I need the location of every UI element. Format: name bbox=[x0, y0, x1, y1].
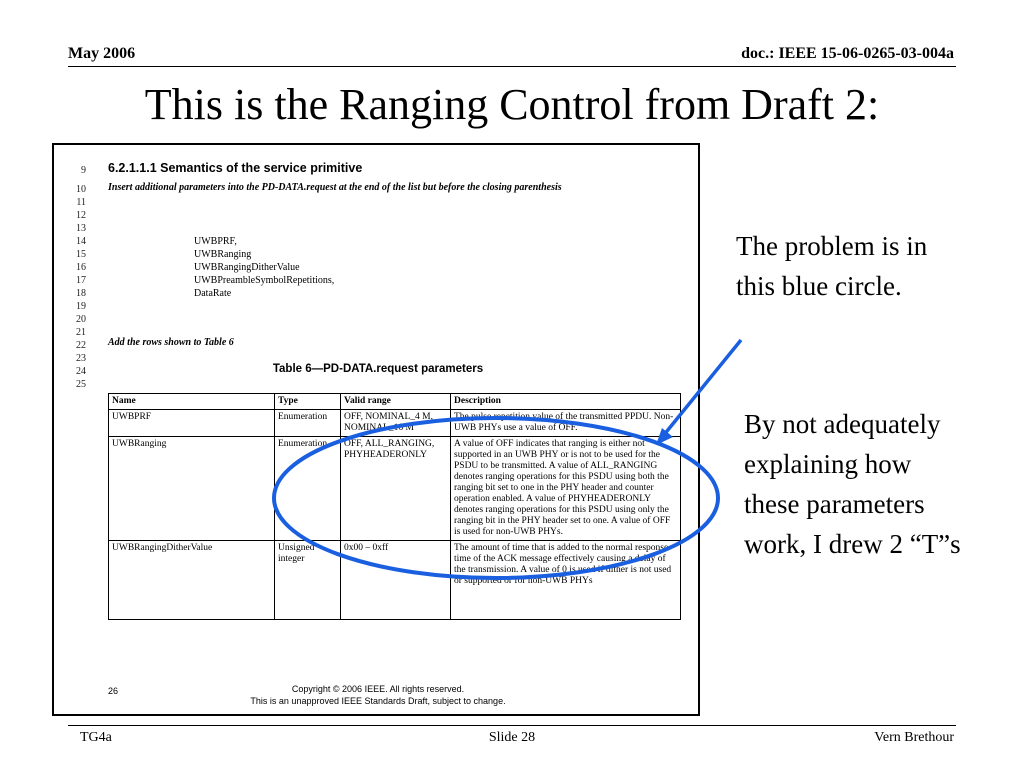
pointer-arrowhead bbox=[656, 428, 673, 445]
line-number: 25 bbox=[76, 379, 86, 390]
table-title: Table 6—PD-DATA.request parameters bbox=[272, 363, 484, 375]
line-number: 21 bbox=[76, 327, 86, 338]
line-number: 16 bbox=[76, 262, 86, 273]
add-rows-instruction: Add the rows shown to Table 6 bbox=[108, 337, 234, 348]
explanation-note: By not adequately explaining how these parameters work, I drew 2 “T”s bbox=[744, 409, 961, 559]
column-header: Description bbox=[451, 394, 681, 410]
header-date: May 2006 bbox=[68, 45, 136, 62]
pointer-arrow-line bbox=[663, 340, 741, 436]
table-cell: UWBRangingDitherValue bbox=[109, 541, 275, 620]
parameter-item: UWBRanging bbox=[194, 249, 252, 260]
header-doc-id: doc.: IEEE 15-06-0265-03-004a bbox=[741, 45, 954, 62]
table-cell: Enumeration bbox=[275, 410, 341, 437]
footer-group: TG4a bbox=[80, 730, 112, 745]
table-cell: A value of OFF indicates that ranging is either not supported in an UWB PHY or is not to be used for the PSDU to be transmitted. A value of ALL_RANGING denotes ranging operations for this PSDU using both the ranging bit set to one in the PHY header and counter operation enabled. A value of PHYHEADERONLY denotes ranging operations for this PSDU using only the ranging bit in the PHY header set to one. A value of OFF is used for non-UWB PHYs. bbox=[451, 437, 681, 541]
line-number: 9 bbox=[81, 165, 86, 176]
table-cell: UWBRanging bbox=[109, 437, 275, 541]
table-cell: OFF, ALL_RANGING, PHYHEADERONLY bbox=[341, 437, 451, 541]
table-cell: 0x00 – 0xff bbox=[341, 541, 451, 620]
line-number: 11 bbox=[76, 197, 86, 208]
slide-title: This is the Ranging Control from Draft 2: bbox=[144, 80, 880, 129]
section-heading: 6.2.1.1.1 Semantics of the service primitive bbox=[108, 161, 363, 175]
line-number: 17 bbox=[76, 275, 86, 286]
parameter-item: UWBPRF, bbox=[194, 236, 237, 247]
line-number: 10 bbox=[76, 184, 86, 195]
column-header: Name bbox=[109, 394, 275, 410]
line-number: 12 bbox=[76, 210, 86, 221]
blue-circle-annotation bbox=[274, 418, 718, 578]
line-number: 19 bbox=[76, 301, 86, 312]
table-cell: The amount of time that is added to the normal response time of the ACK message effectively causing a delay of the transmission. A value of 0 is used if dither is not used or supported or for non-UWB PHYs bbox=[451, 541, 681, 620]
line-number: 15 bbox=[76, 249, 86, 260]
parameter-item: UWBRangingDitherValue bbox=[194, 262, 300, 273]
parameter-item: DataRate bbox=[194, 288, 232, 299]
column-header: Type bbox=[275, 394, 341, 410]
draft-notice: This is an unapproved IEEE Standards Draft, subject to change. bbox=[250, 696, 506, 706]
problem-note: The problem is in this blue circle. bbox=[736, 231, 928, 301]
table-cell: Unsigned integer bbox=[275, 541, 341, 620]
line-number: 24 bbox=[76, 366, 86, 377]
table-cell: The pulse repetition value of the transmitted PPDU. Non-UWB PHYs use a value of OFF. bbox=[451, 410, 681, 437]
line-number: 23 bbox=[76, 353, 86, 364]
parameter-item: UWBPreambleSymbolRepetitions, bbox=[194, 275, 335, 286]
table-cell: UWBPRF bbox=[109, 410, 275, 437]
copyright-line: Copyright © 2006 IEEE. All rights reserved. bbox=[291, 684, 465, 694]
line-number: 14 bbox=[76, 236, 86, 247]
page-number: 26 bbox=[108, 686, 119, 696]
line-number: 20 bbox=[76, 314, 86, 325]
footer-rule bbox=[68, 725, 956, 726]
column-header: Valid range bbox=[341, 394, 451, 410]
table-cell: Enumeration bbox=[275, 437, 341, 541]
line-number: 18 bbox=[76, 288, 86, 299]
footer-slide-number: Slide 28 bbox=[488, 730, 536, 745]
table-cell: OFF, NOMINAL_4 M, NOMINAL_16 M bbox=[341, 410, 451, 437]
editing-instruction: Insert additional parameters into the PD-DATA.request at the end of the list but before the closing parenthesis bbox=[108, 182, 562, 193]
line-number: 22 bbox=[76, 340, 86, 351]
footer-author: Vern Brethour bbox=[874, 730, 954, 745]
line-number: 13 bbox=[76, 223, 86, 234]
